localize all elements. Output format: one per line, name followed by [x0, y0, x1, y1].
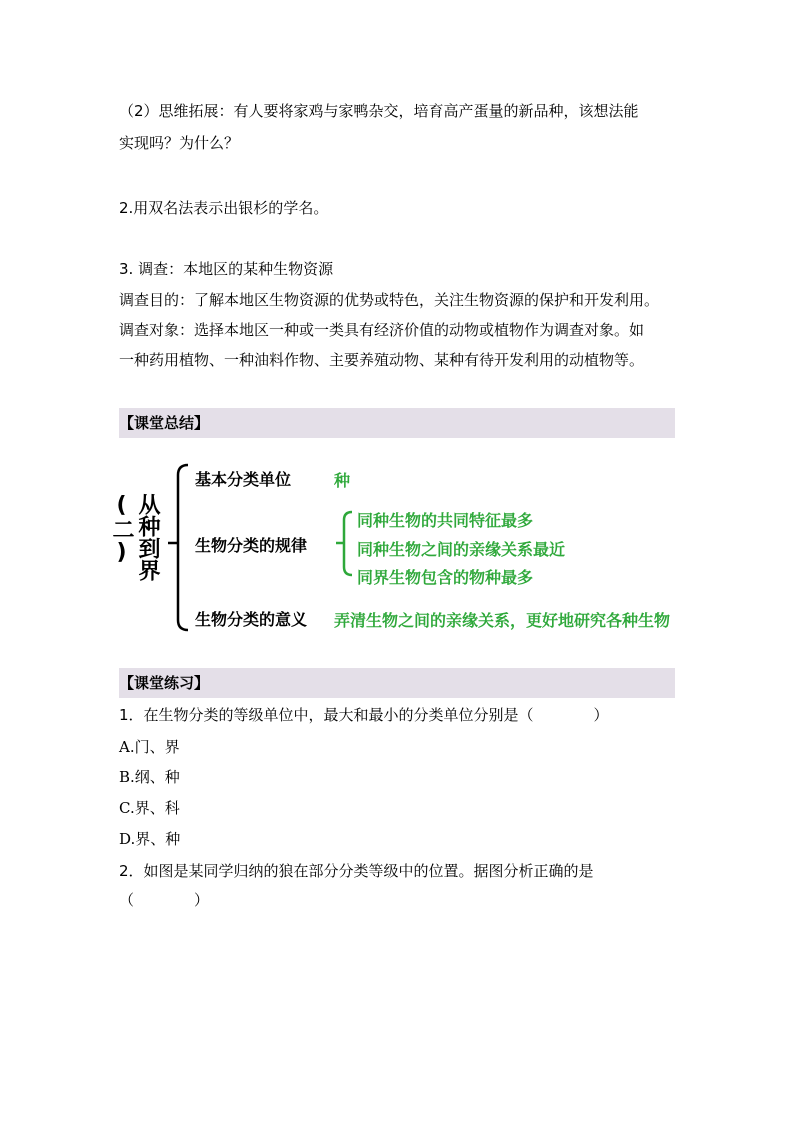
question-2-line-2: 实现吗？为什么？ [119, 134, 240, 152]
rule-item: 同种生物之间的亲缘关系最近 [357, 540, 566, 559]
rule-item: 同种生物的共同特征最多 [357, 511, 534, 530]
practice-header: 【课堂练习】 [119, 668, 675, 698]
question-1-option-c: C.界、科 [119, 799, 180, 817]
question-1-option-a: A.门、界 [119, 738, 180, 756]
question-2-answer-blank: （ ） [119, 891, 210, 909]
summary-header: 【课堂总结】 [119, 408, 675, 438]
meaning-value: 弄清生物之间的亲缘关系，更好地研究各种生物 [334, 611, 671, 630]
basic-unit-label: 基本分类单位 [195, 470, 292, 489]
basic-unit-value: 种 [334, 471, 351, 490]
inner-brace [344, 512, 352, 575]
item-3-title: 3. 调查：本地区的某种生物资源 [119, 260, 334, 278]
meaning-label: 生物分类的意义 [195, 610, 308, 629]
item-2-scientific-name: 2.用双名法表示出银杉的学名。 [119, 199, 329, 217]
question-2-line-1: （2）思维拓展：有人要将家鸡与家鸭杂交，培育高产蛋量的新品种，该想法能 [119, 102, 639, 120]
outer-brace [178, 465, 188, 630]
question-1-option-b: B.纲、种 [119, 768, 180, 786]
rule-label: 生物分类的规律 [195, 536, 308, 555]
diagram-vertical-title: 从种到界(二) [109, 493, 160, 581]
item-3-object-line-2: 一种药用植物、一种油料作物、主要养殖动物、某种有待开发利用的动植物等。 [119, 351, 645, 369]
question-1-stem: 1．在生物分类的等级单位中，最大和最小的分类单位分别是（ ） [119, 706, 609, 724]
question-1-option-d: D.界、种 [119, 830, 181, 848]
question-2-stem: 2．如图是某同学归纳的狼在部分分类等级中的位置。据图分析正确的是 [119, 862, 594, 880]
rule-item: 同界生物包含的物种最多 [357, 568, 534, 587]
item-3-object-line-1: 调查对象：选择本地区一种或一类具有经济价值的动物或植物作为调查对象。如 [119, 321, 645, 339]
item-3-purpose: 调查目的：了解本地区生物资源的优势或特色，关注生物资源的保护和开发利用。 [119, 291, 660, 309]
summary-diagram [109, 455, 720, 640]
